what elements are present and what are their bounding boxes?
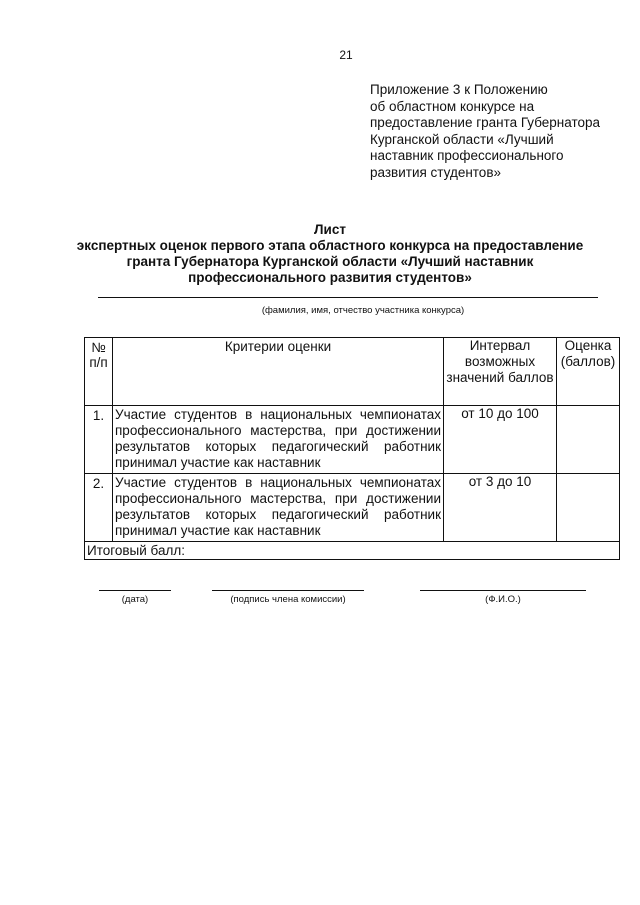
- appendix-line: предоставление гранта Губернатора: [370, 115, 601, 130]
- table-header-row: [85, 338, 620, 406]
- row-score: [557, 474, 620, 542]
- fio-caption: (Ф.И.О.): [485, 594, 521, 605]
- row-num: 1.: [85, 406, 113, 474]
- appendix-note: [370, 82, 620, 181]
- table-row: [85, 474, 620, 542]
- row-criteria: Участие студентов в национальных чемпионатах профессионального мастерства, при достижении результатов которых педагогический работник принимал участие как наставник: [113, 474, 444, 542]
- appendix-line: об областном конкурсе на: [370, 98, 535, 114]
- header-num: № п/п: [85, 338, 113, 406]
- title-line: гранта Губернатора Курганской области «Лучший наставник: [126, 254, 534, 269]
- title-line: экспертных оценок первого этапа областного конкурса на предоставление: [76, 238, 584, 253]
- row-score: [557, 406, 620, 474]
- appendix-line: развития студентов»: [370, 164, 501, 180]
- participant-name-caption: (фамилия, имя, отчество участника конкурса): [261, 305, 465, 316]
- fio-line: [420, 590, 586, 591]
- member-signature-caption: (подпись члена комиссии): [230, 594, 346, 605]
- total-row: [85, 542, 620, 560]
- document-title: [60, 222, 600, 286]
- page-number: 21: [339, 48, 353, 62]
- row-criteria: Участие студентов в национальных чемпионатах профессионального мастерства, при достижении результатов которых педагогический работник принимал участие как наставник: [113, 406, 444, 474]
- date-caption: (дата): [121, 594, 149, 605]
- table-row: [85, 406, 620, 474]
- total-label: Итоговый балл:: [85, 542, 620, 560]
- row-interval: от 3 до 10: [444, 474, 557, 542]
- date-line: [99, 590, 171, 591]
- title-line: профессионального развития студентов»: [188, 270, 472, 285]
- title-word: Лист: [314, 222, 346, 237]
- appendix-line: Приложение 3 к Положению: [370, 82, 548, 97]
- header-criteria: Критерии оценки: [113, 338, 444, 406]
- appendix-line: Курганской области «Лучший: [370, 131, 554, 147]
- header-interval: Интервал возможных значений баллов: [444, 338, 557, 406]
- row-interval: от 10 до 100: [444, 406, 557, 474]
- participant-name-line: [98, 297, 598, 298]
- criteria-table: [84, 337, 620, 560]
- row-num: 2.: [85, 474, 113, 542]
- header-score: Оценка (баллов): [557, 338, 620, 406]
- appendix-line: наставник профессионального: [370, 148, 564, 163]
- member-signature-line: [212, 590, 364, 591]
